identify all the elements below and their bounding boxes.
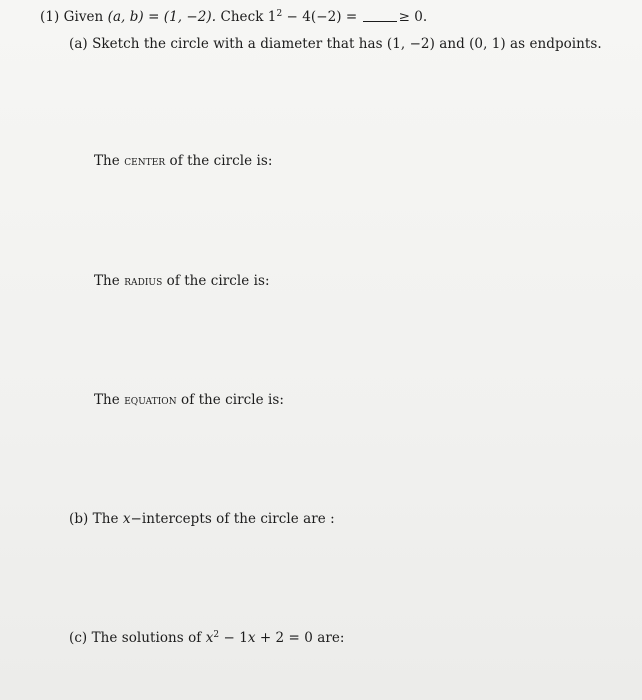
part-b-post: −intercepts of the circle are : bbox=[130, 511, 335, 527]
check-inequality: ≥ 0. bbox=[398, 9, 428, 25]
radius-pre: The bbox=[94, 273, 120, 289]
part-c-prompt bbox=[69, 630, 344, 646]
given-label: Given bbox=[63, 9, 104, 25]
given-values: (a, b) = (1, −2). bbox=[107, 9, 217, 25]
problem-number: (1) bbox=[40, 9, 60, 25]
part-b-label: (b) bbox=[69, 511, 89, 527]
part-c-pre: The solutions of bbox=[91, 630, 202, 646]
problem-1-statement bbox=[40, 9, 427, 25]
answer-blank[interactable] bbox=[363, 9, 397, 22]
part-c-var1: x bbox=[205, 630, 214, 646]
part-c-mid: − 1 bbox=[219, 630, 248, 646]
equation-post: of the circle is: bbox=[181, 392, 284, 408]
center-post: of the circle is: bbox=[169, 153, 273, 169]
part-a-text: Sketch the circle with a diameter that has (1, −2) and (0, 1) as endpoints. bbox=[92, 36, 602, 52]
part-a-label: (a) bbox=[69, 36, 88, 52]
part-b-var: x bbox=[122, 511, 131, 527]
radius-post: of the circle is: bbox=[166, 273, 270, 289]
check-expression: − 4(−2) = bbox=[282, 9, 358, 25]
check-exponent: 2 bbox=[276, 9, 283, 19]
part-b-pre: The bbox=[92, 511, 119, 527]
equation-word: equation bbox=[124, 392, 177, 408]
center-prompt bbox=[94, 153, 272, 169]
part-c-post: + 2 = 0 are: bbox=[255, 630, 345, 646]
check-label: Check 1 bbox=[220, 9, 277, 25]
equation-prompt bbox=[94, 392, 284, 408]
center-word: center bbox=[124, 153, 166, 169]
radius-word: radius bbox=[124, 273, 163, 289]
part-a-prompt bbox=[69, 36, 602, 52]
center-pre: The bbox=[94, 153, 120, 169]
equation-pre: The bbox=[94, 392, 120, 408]
part-c-label: (c) bbox=[69, 630, 88, 646]
part-c-exp: 2 bbox=[213, 630, 220, 640]
part-c-var2: x bbox=[247, 630, 256, 646]
radius-prompt bbox=[94, 273, 270, 289]
part-b-prompt bbox=[69, 511, 335, 527]
